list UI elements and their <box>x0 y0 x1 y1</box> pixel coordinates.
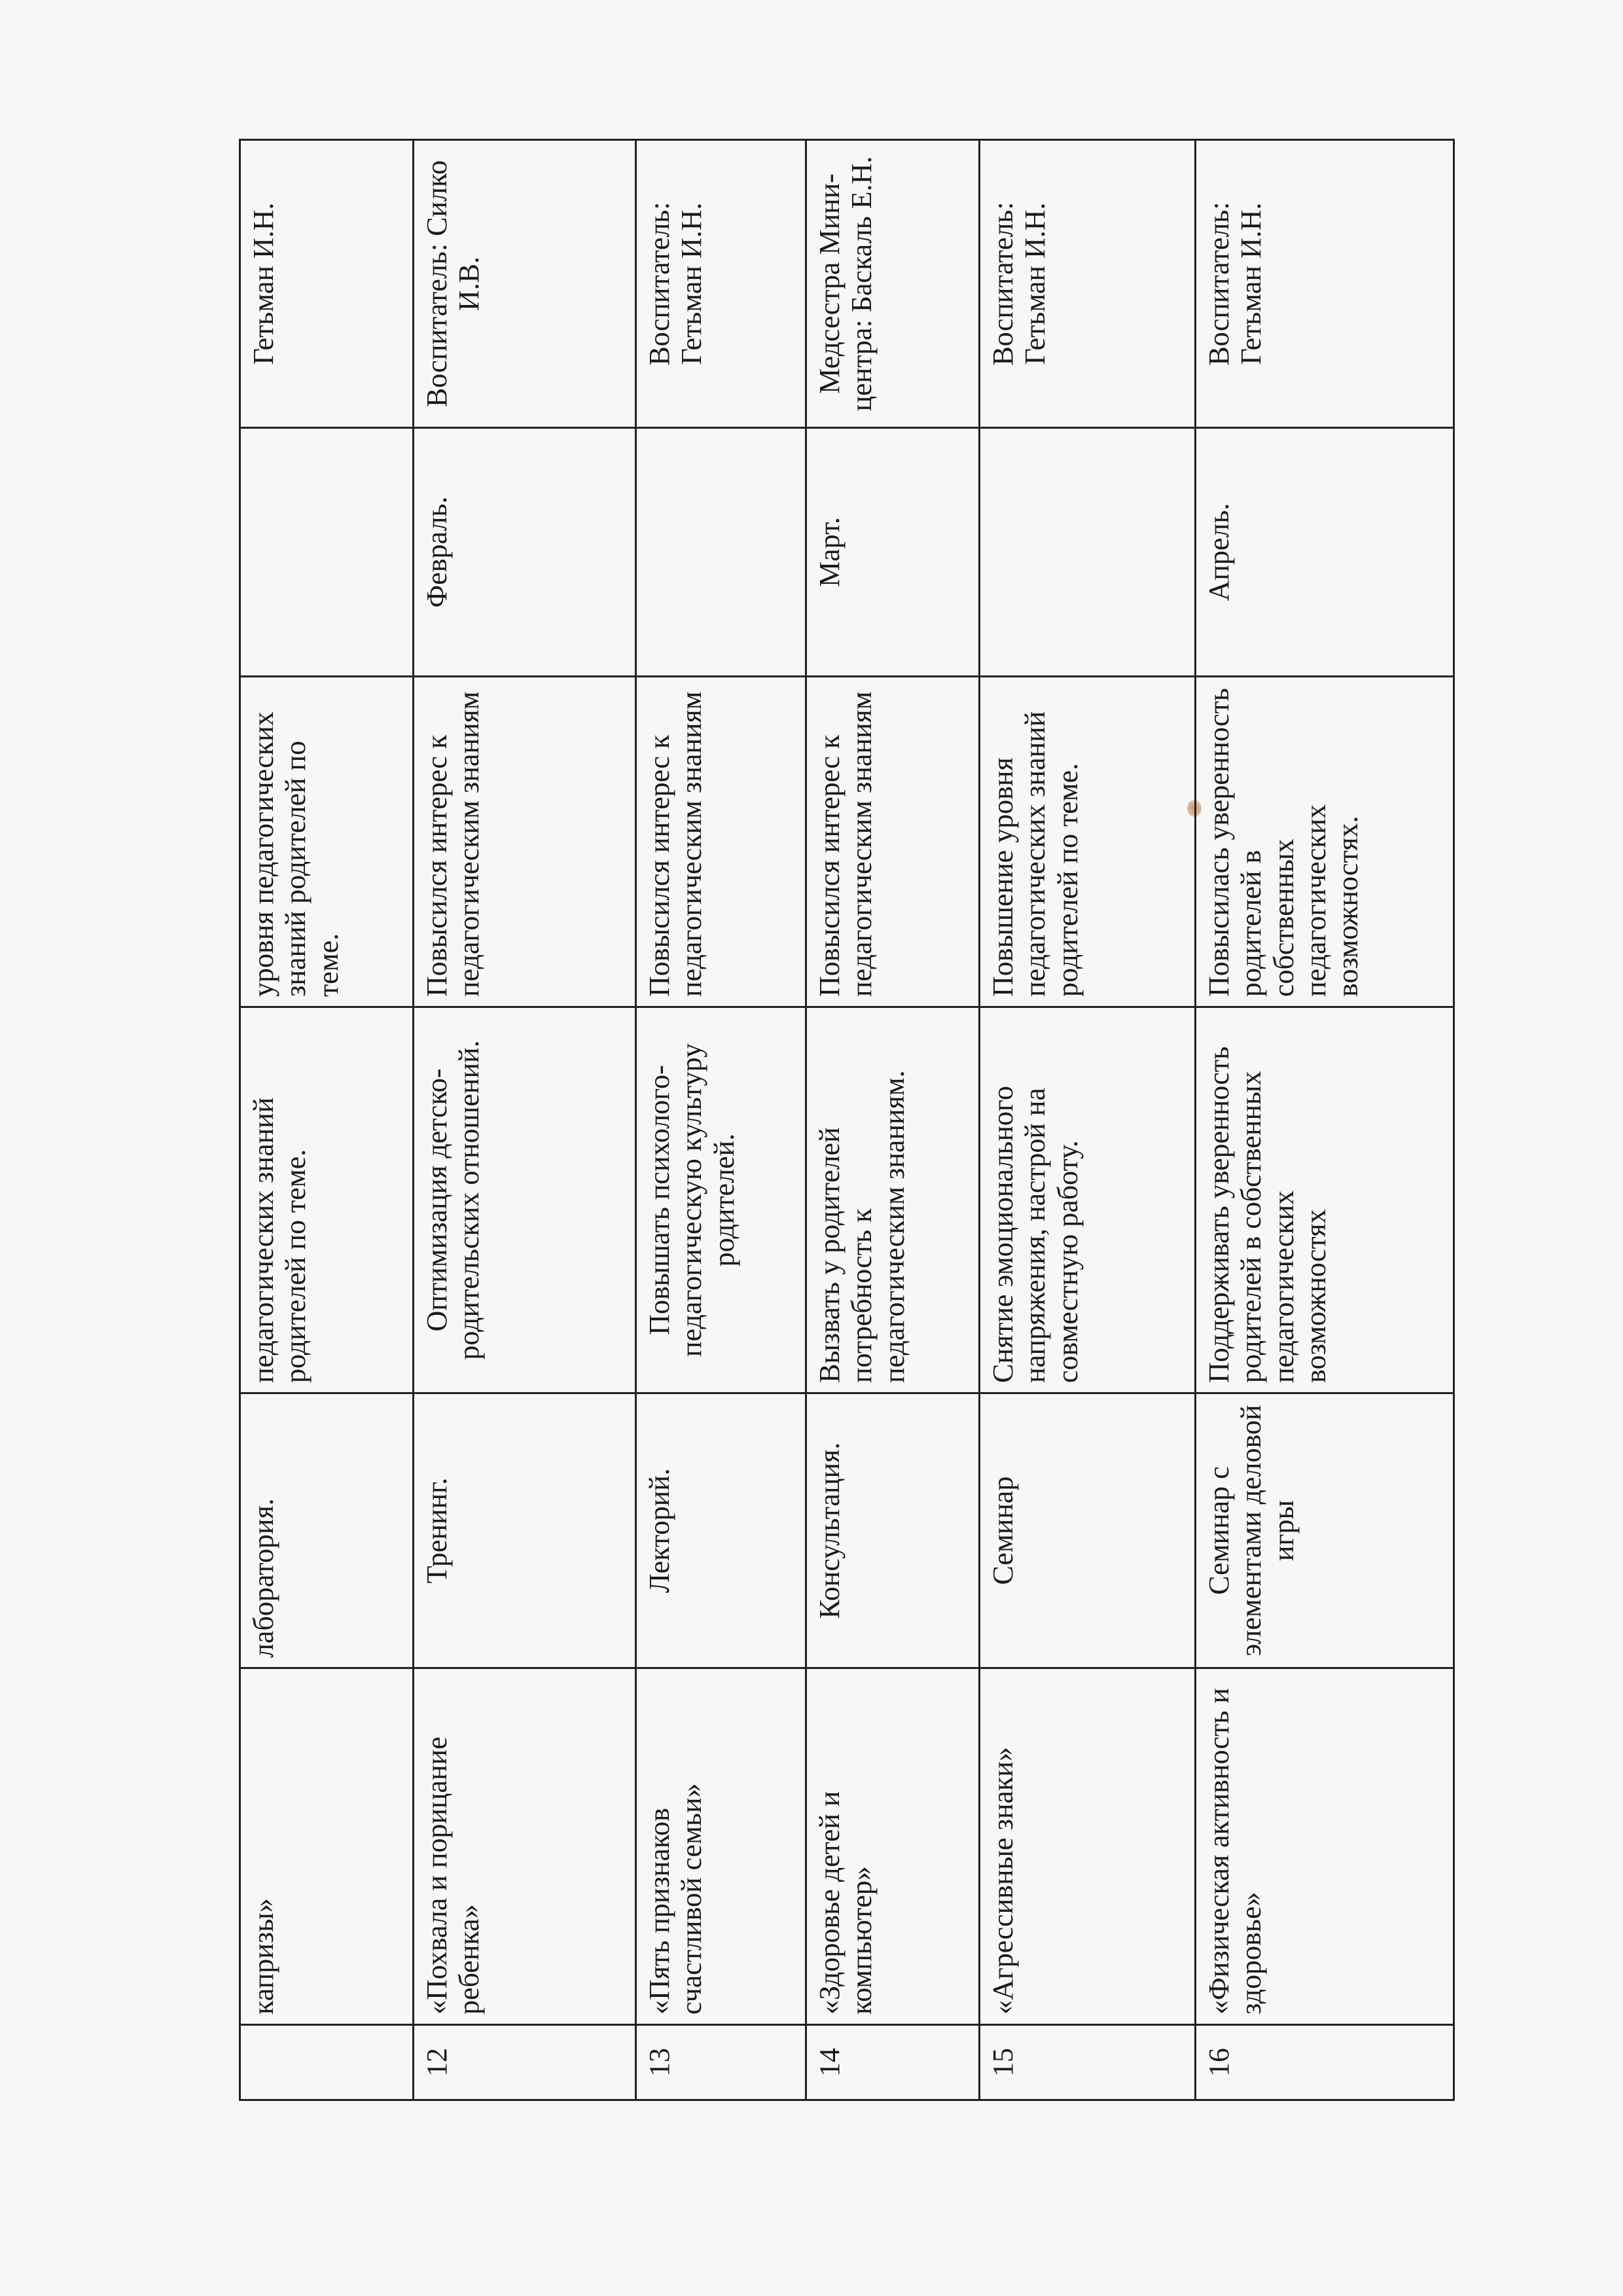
responsible-cell <box>806 140 980 428</box>
result-text: Повысился интерес к педагогическим знаниям <box>421 691 486 997</box>
form-text: Лекторий. <box>643 1468 675 1593</box>
table-row <box>1196 140 1454 2100</box>
form-cell <box>980 1393 1196 1668</box>
month-cell <box>240 428 414 677</box>
topic-text: «Похвала и порицание ребенка» <box>421 1736 486 2015</box>
responsible-text: Воспитатель: Гетьман И.Н. <box>643 202 708 366</box>
form-cell <box>806 1393 980 1668</box>
month-cell: Февраль. <box>414 428 636 677</box>
topic-text: «Здоровье детей и компьютер» <box>813 1791 878 2015</box>
form-cell <box>240 1393 414 1668</box>
result-cell <box>240 677 414 1007</box>
responsible-text: Медсестра Мини-центра: Баскаль Е.Н. <box>813 156 878 412</box>
table-row <box>980 140 1196 2100</box>
goal-text: Повышать психолого-педагогическую культуру родителей. <box>643 1043 740 1357</box>
form-text: Семинар <box>987 1476 1019 1585</box>
result-cell <box>636 677 806 1007</box>
goal-cell <box>1196 1007 1454 1393</box>
result-text: Повысился интерес к педагогическим знаниям <box>643 691 708 997</box>
table-row <box>636 140 806 2100</box>
topic-text: «Агрессивные знаки» <box>987 1747 1019 2015</box>
topic-cell <box>240 1668 414 2025</box>
goal-cell <box>240 1007 414 1393</box>
responsible-text: Гетьман И.Н. <box>247 202 279 365</box>
form-text: Тренинг. <box>421 1477 453 1584</box>
topic-cell <box>980 1668 1196 2025</box>
row-number-cell: 12 <box>414 2025 636 2100</box>
form-cell <box>414 1393 636 1668</box>
goal-cell <box>636 1007 806 1393</box>
goal-text: Оптимизация детско-родительских отношений. <box>421 1040 486 1360</box>
result-cell <box>806 677 980 1007</box>
responsible-text: Воспитатель: Силко И.В. <box>421 160 486 408</box>
row-number-cell: 15 <box>980 2025 1196 2100</box>
result-cell <box>980 677 1196 1007</box>
responsible-cell <box>636 140 806 428</box>
month-cell: Апрель. <box>1196 428 1454 677</box>
result-cell <box>1196 677 1454 1007</box>
goal-text: Снятие эмоционального напряжения, настрой на совместную работу. <box>987 1086 1084 1383</box>
form-text: Семинар с элементами деловой игры <box>1203 1405 1300 1657</box>
form-cell <box>1196 1393 1454 1668</box>
goal-text: Поддерживать уверенность родителей в собственных педагогических возможностях <box>1203 1046 1332 1383</box>
table-row <box>240 140 414 2100</box>
topic-cell <box>636 1668 806 2025</box>
form-cell <box>636 1393 806 1668</box>
events-table <box>239 139 1455 2101</box>
row-number-cell: 13 <box>636 2025 806 2100</box>
row-number-cell: 16 <box>1196 2025 1454 2100</box>
goal-cell <box>806 1007 980 1393</box>
form-text: Консультация. <box>813 1442 846 1619</box>
row-number-cell <box>240 2025 414 2100</box>
topic-text: «Физическая активность и здоровье» <box>1203 1688 1268 2015</box>
topic-cell <box>1196 1668 1454 2025</box>
topic-text: капризы» <box>247 1898 279 2015</box>
month-cell <box>980 428 1196 677</box>
responsible-cell <box>240 140 414 428</box>
responsible-cell <box>414 140 636 428</box>
result-cell <box>414 677 636 1007</box>
goal-cell <box>980 1007 1196 1393</box>
result-text: Повысился интерес к педагогическим знаниям <box>813 691 878 997</box>
result-text: уровня педагогических знаний родителей по теме. <box>247 711 344 997</box>
responsible-text: Воспитатель: Гетьман И.Н. <box>987 202 1052 366</box>
form-text: лаборатория. <box>247 1498 279 1658</box>
result-text: Повысилась уверенность родителей в собственных педагогических возможностях. <box>1203 688 1364 997</box>
topic-text: «Пять признаков счастливой семьи» <box>643 1783 708 2015</box>
goal-text: педагогических знаний родителей по теме. <box>247 1097 312 1383</box>
table-row <box>414 140 636 2100</box>
result-text: Повышение уровня педагогических знаний родителей по теме. <box>987 711 1084 997</box>
responsible-cell <box>980 140 1196 428</box>
responsible-cell <box>1196 140 1454 428</box>
row-number-cell: 14 <box>806 2025 980 2100</box>
goal-cell <box>414 1007 636 1393</box>
responsible-text: Воспитатель: Гетьман И.Н. <box>1203 202 1268 366</box>
table-row <box>806 140 980 2100</box>
topic-cell <box>414 1668 636 2025</box>
month-cell <box>636 428 806 677</box>
month-cell: Март. <box>806 428 980 677</box>
rotated-table-wrapper <box>239 141 1453 2101</box>
topic-cell <box>806 1668 980 2025</box>
goal-text: Вызвать у родителей потребность к педагогическим знаниям. <box>813 1070 910 1383</box>
